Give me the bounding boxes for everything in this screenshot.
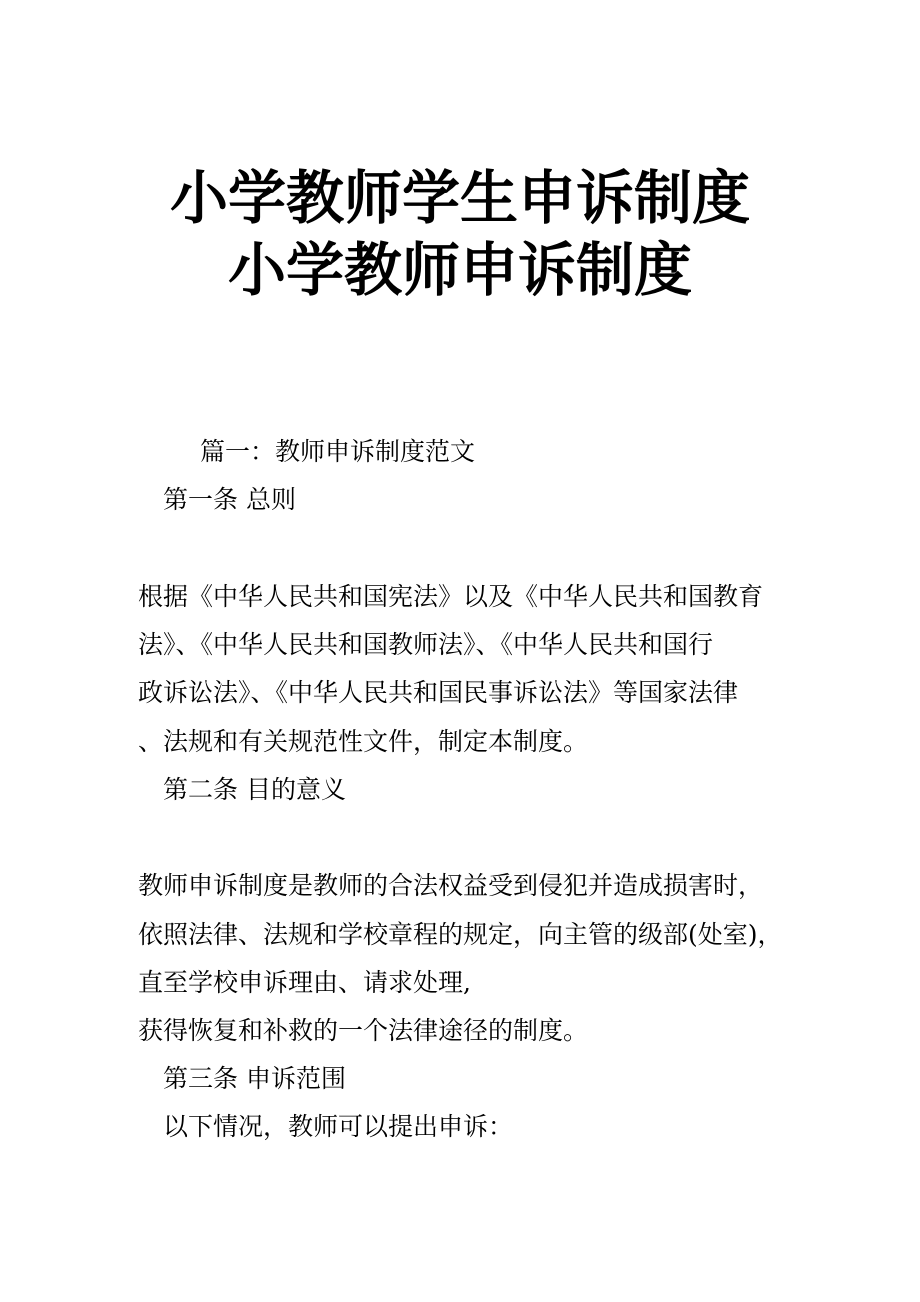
article1-paragraph-line: 政诉讼法》、《中华人民共和国民事诉讼法》等国家法律 bbox=[138, 678, 739, 707]
article2-heading: 第二条 目的意义 bbox=[163, 775, 346, 804]
article2-paragraph-line: 直至学校申诉理由、请求处理, bbox=[138, 968, 471, 997]
article1-heading: 第一条 总则 bbox=[163, 485, 296, 514]
article1-paragraph-line: 根据《中华人民共和国宪法》以及《中华人民共和国教育 bbox=[138, 582, 764, 611]
article2-paragraph-line: 获得恢复和补救的一个法律途径的制度。 bbox=[138, 1016, 589, 1045]
document-title-line1: 小学教师学生申诉制度 bbox=[169, 164, 750, 232]
section-heading: 篇一：教师申诉制度范文 bbox=[200, 437, 476, 466]
article3-intro: 以下情况，教师可以提出申诉： bbox=[163, 1112, 514, 1141]
article3-heading: 第三条 申诉范围 bbox=[163, 1064, 346, 1093]
article1-paragraph-line: 、法规和有关规范性文件，制定本制度。 bbox=[138, 727, 589, 756]
article2-paragraph-line: 依照法律、法规和学校章程的规定，向主管的级部(处室)， bbox=[138, 920, 783, 949]
article1-paragraph-line: 法》、《中华人民共和国教师法》、《中华人民共和国行 bbox=[138, 630, 714, 659]
document-title-line2: 小学教师申诉制度 bbox=[227, 236, 692, 304]
article2-paragraph-line: 教师申诉制度是教师的合法权益受到侵犯并造成损害时， bbox=[138, 871, 764, 900]
